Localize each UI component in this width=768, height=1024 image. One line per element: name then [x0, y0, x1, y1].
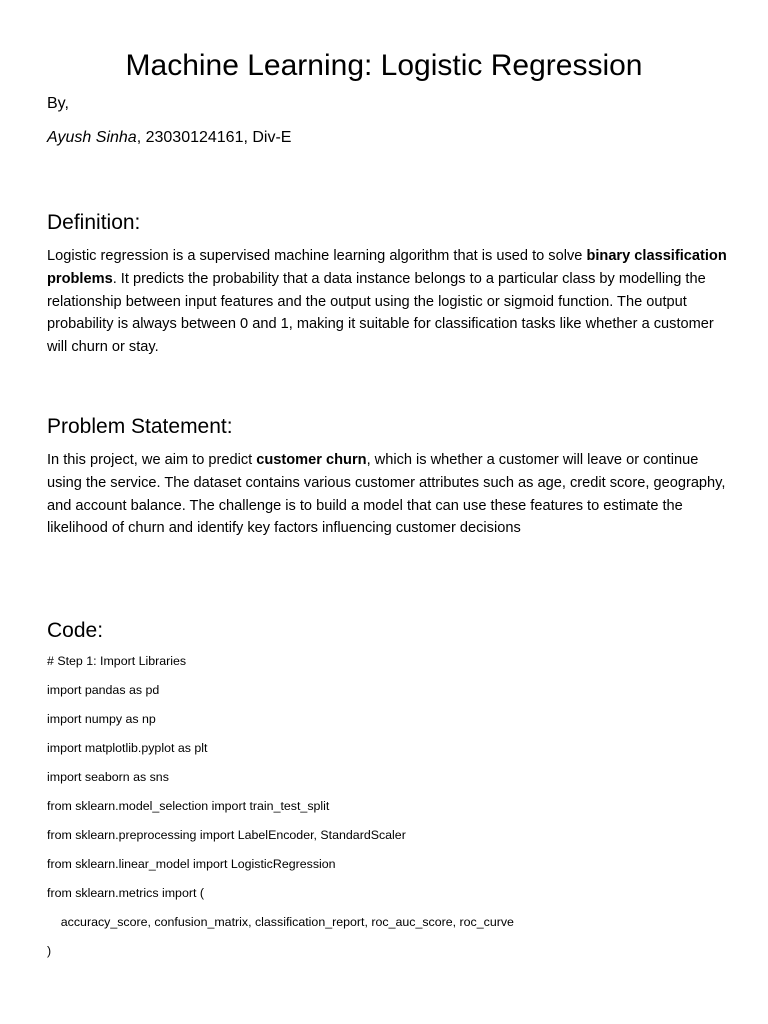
definition-bold-term: binary classification problems — [47, 248, 727, 287]
code-line: from sklearn.metrics import ( — [47, 886, 204, 900]
problem-text-start: In this project, we aim to predict — [47, 452, 257, 468]
code-line: import seaborn as sns — [47, 770, 169, 784]
author-details: , 23030124161, Div-E — [136, 129, 292, 146]
problem-paragraph — [47, 449, 737, 540]
code-line: ) — [47, 944, 52, 958]
code-line: import numpy as np — [47, 712, 156, 726]
problem-bold-term: customer churn — [256, 452, 367, 468]
problem-text-end: , which is whether a customer will leave or continue using the service. The dataset contains various customer attributes such as age, credit score, geography, and account balance. The challenge is to build a model that can use these features to estimate the likelihood of churn and identify key factors influencing customer decisions — [47, 452, 726, 537]
document-title: Machine Learning: Logistic Regression — [125, 49, 643, 82]
byline-label: By, — [47, 95, 69, 112]
code-line: from sklearn.linear_model import LogisticRegression — [47, 857, 336, 871]
code-line: from sklearn.model_selection import train_test_split — [47, 799, 330, 813]
definition-heading: Definition: — [47, 211, 141, 234]
definition-text-start: Logistic regression is a supervised machine learning algorithm that is used to solve — [47, 248, 587, 264]
code-heading: Code: — [47, 619, 104, 642]
author-name: Ayush Sinha — [47, 129, 137, 146]
definition-text-end: . It predicts the probability that a data instance belongs to a particular class by modelling the relationship between input features and the output using the logistic or sigmoid function. The output probability is always between 0 and 1, making it suitable for classification tasks like whether a customer will churn or stay. — [47, 270, 714, 356]
code-line: accuracy_score, confusion_matrix, classification_report, roc_auc_score, roc_curve — [47, 915, 514, 929]
problem-heading: Problem Statement: — [47, 415, 233, 438]
author-line — [47, 127, 291, 149]
code-line: # Step 1: Import Libraries — [47, 654, 187, 668]
code-line: import pandas as pd — [47, 683, 160, 697]
code-line: import matplotlib.pyplot as plt — [47, 741, 208, 755]
code-line: from sklearn.preprocessing import LabelEncoder, StandardScaler — [47, 828, 406, 842]
definition-paragraph — [47, 245, 737, 359]
